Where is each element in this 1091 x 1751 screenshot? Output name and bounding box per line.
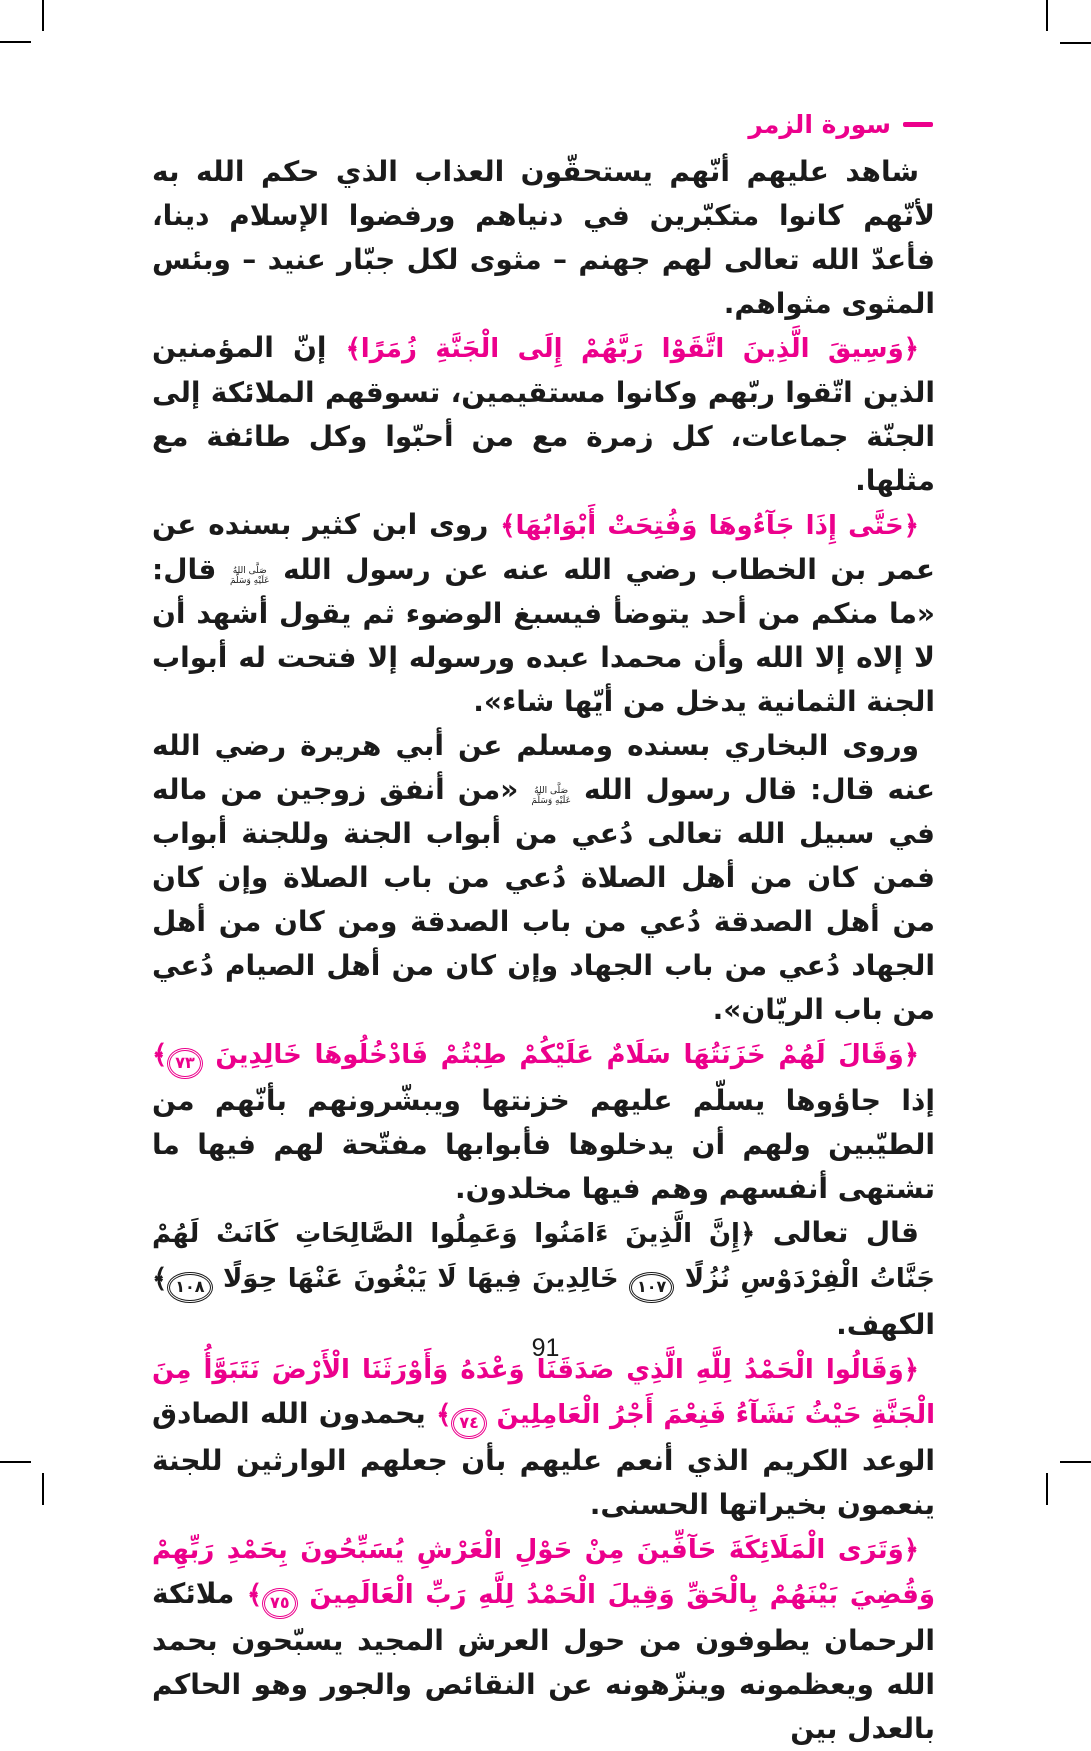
aya-number-badge: ١٠٨ bbox=[167, 1272, 212, 1303]
aya-number-badge: ٧٤ bbox=[451, 1408, 487, 1439]
quran-verse: ﴿وَتَرَى الْمَلَائِكَةَ حَآفِّينَ مِنْ حَوْلِ الْعَرْشِ يُسَبِّحُونَ بِحَمْدِ رَبِّهِمْ وَقُضِيَ بَيْنَهُمْ بِالْحَقِّ وَقِيلَ الْحَمْدُ لِلَّهِ رَبِّ الْعَالَمِينَ bbox=[152, 1535, 936, 1610]
quran-verse: ﴿وَقَالُوا الْحَمْدُ لِلَّهِ الَّذِي صَدَقَنَا وَعْدَهُ وَأَوْرَثَنَا الْأَرْضَ نَتَبَوَّأُ مِنَ الْجَنَّةِ حَيْثُ نَشَآءُ فَنِعْمَ أَجْرُ الْعَامِلِينَ bbox=[152, 1355, 935, 1430]
salawat-symbol: صَلَّى اللهُ عَلَيْهِ وَسَلَّمَ bbox=[531, 786, 571, 806]
paragraph bbox=[152, 1527, 935, 1751]
crop-mark-top-left-vertical bbox=[42, 0, 44, 31]
crop-mark-bottom-right-vertical bbox=[1046, 1473, 1048, 1505]
quran-verse: ﴾ bbox=[152, 1264, 168, 1294]
body-text: يحمدون الله الصادق الوعد الكريم الذي أنعم عليهم بأن جعلهم الوارثين للجنة ينعمون بخيراتها الحسنى. bbox=[152, 1397, 935, 1521]
header-dash-ornament bbox=[903, 122, 933, 127]
quran-verse: ﴿وَسِيقَ الَّذِينَ اتَّقَوْا رَبَّهُمْ إِلَى الْجَنَّةِ زُمَرًا﴾ bbox=[345, 334, 919, 364]
salawat-symbol: صَلَّى اللهُ عَلَيْهِ وَسَلَّمَ bbox=[229, 566, 270, 586]
surah-title: سورة الزمر bbox=[748, 110, 891, 139]
quran-verse: ﴿حَتَّى إِذَا جَآءُوهَا وَفُتِحَتْ أَبْوَابُهَا﴾ bbox=[500, 511, 919, 541]
page-number: 91 bbox=[531, 1334, 560, 1362]
crop-mark-bottom-right-horizontal bbox=[1060, 1461, 1091, 1463]
body-text: الكهف. bbox=[836, 1308, 935, 1341]
body-text: روى ابن كثير بسنده عن عمر بن الخطاب رضي الله عنه عن رسول الله bbox=[152, 508, 936, 586]
paragraph bbox=[152, 150, 935, 326]
quran-verse: خَالِدِينَ فِيهَا لَا يَبْغُونَ عَنْهَا حِوَلًا bbox=[212, 1264, 629, 1294]
paragraph bbox=[152, 724, 935, 1032]
paragraph bbox=[152, 1032, 935, 1211]
crop-mark-top-right-horizontal bbox=[1060, 42, 1091, 44]
paragraph bbox=[152, 1211, 935, 1347]
body-text: شاهد عليهم أنّهم يستحقّون العذاب الذي حكم الله به لأنّهم كانوا متكبّرين في دنياهم ورفضوا الإسلام دينا، فأعدّ الله تعالى لهم جهنم – مثوى لكل جبّار عنيد – وبئس المثوى مثواهم. bbox=[152, 155, 935, 320]
paragraph bbox=[152, 326, 935, 503]
body-text: قال: «ما منكم من أحد يتوضأ فيسبغ الوضوء ثم يقول أشهد أن لا إلاه إلا الله وأن محمدا عبده ورسوله إلا فتحت له أبواب الجنة الثمانية يدخل من أيّها شاء». bbox=[152, 553, 935, 718]
quran-verse: ﴾ bbox=[436, 1400, 452, 1430]
body-text: إنّ المؤمنين الذين اتّقوا ربّهم وكانوا مستقيمين، تسوقهم الملائكة إلى الجنّة جماعات، كل زمرة مع من أحبّوا وكل طائفة مع مثلها. bbox=[152, 331, 935, 497]
crop-mark-bottom-left-horizontal bbox=[0, 1461, 31, 1463]
quran-verse: ﴾ bbox=[246, 1580, 263, 1610]
aya-number-badge: ٧٥ bbox=[262, 1588, 298, 1619]
body-text: ملائكة الرحمان يطوفون من حول العرش المجيد يسبّحون بحمد الله ويعظمونه وينزّهونه عن النقائص والجور وهو الحاكم بالعدل بين bbox=[152, 1577, 935, 1745]
content bbox=[152, 150, 935, 1751]
surah-header bbox=[748, 110, 933, 139]
quran-verse: ﴿وَقَالَ لَهُمْ خَزَنَتُهَا سَلَامٌ عَلَيْكُمْ طِبْتُمْ فَادْخُلُوهَا خَالِدِينَ bbox=[202, 1040, 919, 1070]
paragraph bbox=[152, 1347, 935, 1527]
body-text: «من أنفق زوجين من ماله في سبيل الله تعالى دُعي من أبواب الجنة وللجنة أبواب فمن كان من أهل الصلاة دُعي من باب الصلاة وإن كان من أهل الصدقة دُعي من باب الصدقة ومن كان من أهل الجهاد دُعي من باب الجهاد وإن كان من أهل الصيام دُعي من باب الريّان». bbox=[152, 773, 935, 1026]
paragraph bbox=[152, 503, 935, 724]
crop-mark-top-left-horizontal bbox=[0, 41, 31, 43]
quran-verse: ﴾ bbox=[152, 1040, 168, 1070]
aya-number-badge: ١٠٧ bbox=[629, 1272, 674, 1303]
body-text: وروى البخاري بسنده ومسلم عن أبي هريرة رضي الله عنه قال: قال رسول الله bbox=[152, 729, 935, 806]
body-text: قال تعالى bbox=[755, 1216, 919, 1249]
crop-mark-top-right-vertical bbox=[1046, 0, 1048, 31]
body-text: إذا جاؤوها يسلّم عليهم خزنتها ويبشّرونهم بأنّهم من الطيّبين ولهم أن يدخلوها فأبوابها مفتّحة لهم فيها ما تشتهى أنفسهم وهم فيها مخلدون. bbox=[152, 1084, 935, 1205]
aya-number-badge: ٧٣ bbox=[167, 1048, 203, 1079]
crop-mark-bottom-left-vertical bbox=[42, 1473, 44, 1505]
quran-verse: ﴿إِنَّ الَّذِينَ ءَامَنُوا وَعَمِلُوا الصَّالِحَاتِ كَانَتْ لَهُمْ جَنَّاتُ الْفِرْدَوْسِ نُزُلًا bbox=[152, 1219, 935, 1294]
